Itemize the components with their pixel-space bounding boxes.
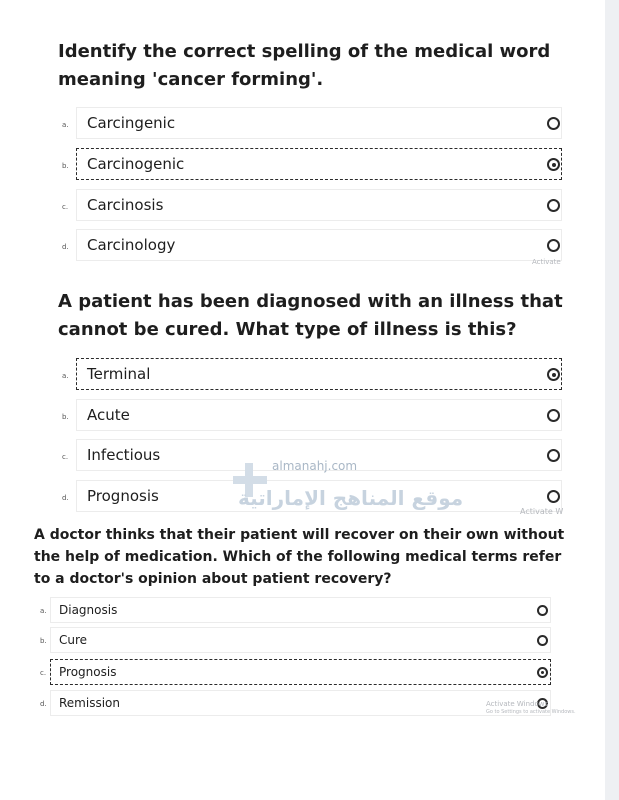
option-box[interactable] <box>76 229 562 261</box>
activate-windows-text: Activate W <box>520 507 564 516</box>
activate-windows-text: Activate Windows <box>486 700 549 708</box>
option-box[interactable] <box>50 597 551 623</box>
activate-windows-subtext: Go to Settings to activate Windows. <box>486 709 576 715</box>
option-label: Acute <box>87 406 130 424</box>
radio-dot-icon <box>552 373 556 377</box>
option-box[interactable] <box>50 659 551 685</box>
option-label: Carcinogenic <box>87 155 185 173</box>
activate-windows-text: Activate <box>532 258 561 266</box>
option-letter: a. <box>40 607 47 615</box>
radio-button[interactable] <box>537 605 548 616</box>
option-label: Terminal <box>87 365 151 383</box>
radio-button[interactable] <box>537 635 548 646</box>
option-label: Infectious <box>87 446 161 464</box>
radio-button[interactable] <box>547 199 560 212</box>
question-2-text: A patient has been diagnosed with an illness that cannot be cured. What type of illness is this? <box>58 291 563 340</box>
option-letter: b. <box>62 162 69 170</box>
option-box[interactable] <box>76 189 562 221</box>
option-letter: c. <box>62 203 69 211</box>
radio-button-selected[interactable] <box>547 368 560 381</box>
option-letter: d. <box>62 243 69 251</box>
radio-dot-icon <box>541 671 544 674</box>
option-label: Carcingenic <box>87 114 176 132</box>
option-label: Remission <box>59 696 120 710</box>
option-letter: c. <box>62 453 69 461</box>
option-box[interactable] <box>76 399 562 431</box>
watermark-arabic: موقع المناهج الإماراتية <box>238 486 464 510</box>
option-box[interactable] <box>50 690 551 716</box>
option-letter: b. <box>40 637 47 645</box>
option-label: Prognosis <box>87 487 159 505</box>
option-box[interactable] <box>76 358 562 390</box>
question-1-text: Identify the correct spelling of the medical word meaning 'cancer forming'. <box>58 41 551 90</box>
radio-button[interactable] <box>547 490 560 503</box>
radio-button[interactable] <box>547 449 560 462</box>
radio-button-selected[interactable] <box>537 667 548 678</box>
option-letter: d. <box>62 494 69 502</box>
radio-dot-icon <box>552 163 556 167</box>
radio-button[interactable] <box>547 117 560 130</box>
radio-button[interactable] <box>547 409 560 422</box>
option-letter: c. <box>40 669 47 677</box>
option-letter: d. <box>40 700 47 708</box>
option-letter: a. <box>62 121 69 129</box>
option-letter: b. <box>62 413 69 421</box>
option-box[interactable] <box>76 148 562 180</box>
question-3-text: A doctor thinks that their patient will recover on their own without the help of medication. Which of the following medical terms refer to a doctor's opinion about patient recovery? <box>34 527 565 587</box>
option-label: Carcinosis <box>87 196 164 214</box>
option-label: Cure <box>59 633 88 647</box>
watermark-url: almanahj.com <box>272 459 358 473</box>
page-edge-strip <box>605 0 619 800</box>
option-box[interactable] <box>50 627 551 653</box>
option-box[interactable] <box>76 107 562 139</box>
option-letter: a. <box>62 372 69 380</box>
option-label: Diagnosis <box>59 603 118 617</box>
radio-button-selected[interactable] <box>547 158 560 171</box>
option-label: Carcinology <box>87 236 176 254</box>
option-label: Prognosis <box>59 665 117 679</box>
radio-button[interactable] <box>547 239 560 252</box>
